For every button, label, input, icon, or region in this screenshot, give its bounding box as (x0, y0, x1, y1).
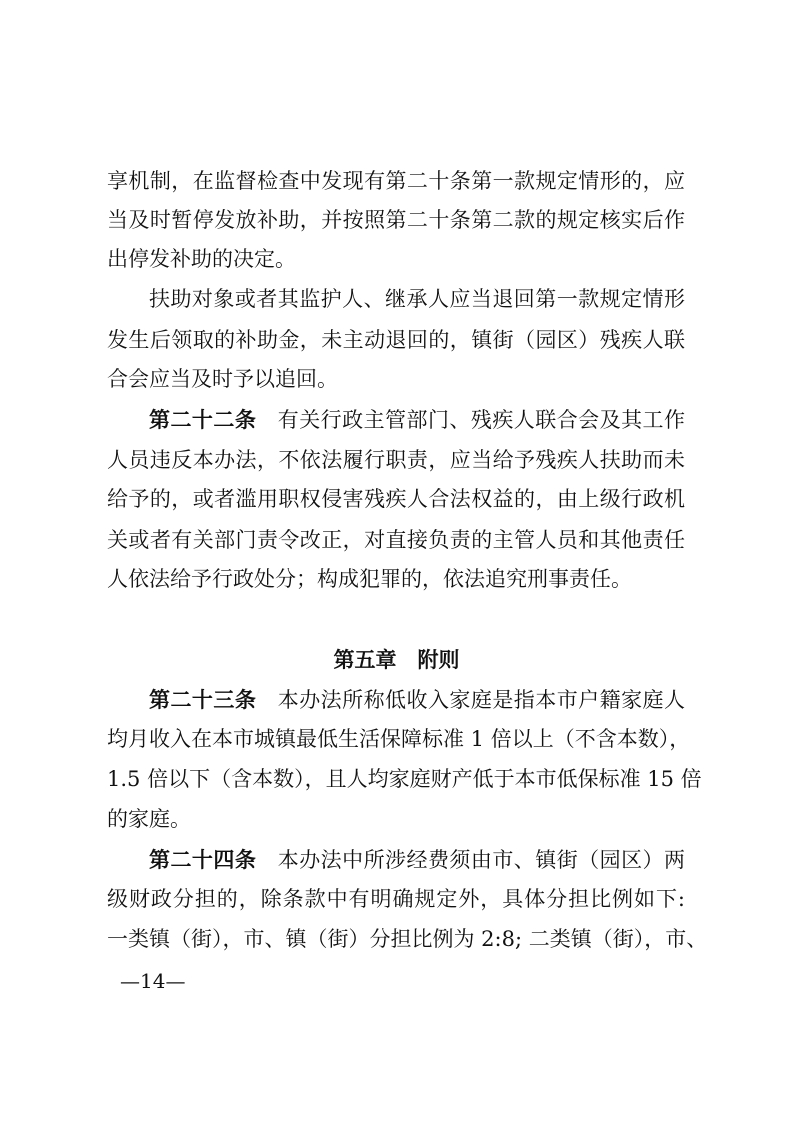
article-23-first-line (149, 680, 685, 720)
paragraph-line: 人员违反本办法，不依法履行职责，应当给予残疾人扶助而未 (107, 448, 685, 472)
paragraph-line: 均月收入在本市城镇最低生活保障标准 1 倍以上（不含本数）， (107, 727, 691, 751)
article-number: 第二十四条 (149, 848, 257, 872)
page-number: —14— (120, 969, 186, 993)
paragraph-line: 发生后领取的补助金，未主动退回的，镇街（园区）残疾人联 (107, 328, 685, 352)
paragraph-line: 一类镇（街），市、镇（街）分担比例为 2:8; 二类镇（街），市、 (107, 927, 708, 951)
paragraph-line: 合会应当及时予以追回。 (107, 367, 338, 391)
paragraph-line: 的家庭。 (107, 807, 191, 831)
chapter-heading: 第五章 附则 (333, 648, 460, 672)
paragraph-line: 给予的，或者滥用职权侵害残疾人合法权益的，由上级行政机 (107, 487, 685, 511)
article-24-first-line (149, 840, 685, 880)
paragraph-line: 人依法给予行政处分；构成犯罪的，依法追究刑事责任。 (107, 567, 632, 591)
paragraph-line: 1.5 倍以下（含本数），且人均家庭财产低于本市低保标准 15 倍 (107, 767, 702, 791)
paragraph-line: 级财政分担的，除条款中有明确规定外，具体分担比例如下: (107, 887, 685, 911)
paragraph-line: 出停发补助的决定。 (107, 247, 296, 271)
article-text: 本办法所称低收入家庭是指本市户籍家庭人 (277, 688, 686, 712)
article-text: 有关行政主管部门、残疾人联合会及其工作 (277, 408, 686, 432)
article-text: 本办法中所涉经费须由市、镇街（园区）两 (277, 848, 686, 872)
paragraph-line: 享机制，在监督检查中发现有第二十条第一款规定情形的，应 (107, 169, 685, 193)
article-number: 第二十二条 (149, 408, 257, 432)
paragraph-line: 扶助对象或者其监护人、继承人应当退回第一款规定情形 (149, 287, 685, 311)
article-number: 第二十三条 (149, 688, 257, 712)
article-22-first-line (149, 400, 685, 440)
paragraph-line: 关或者有关部门责令改正，对直接负责的主管人员和其他责任 (107, 528, 685, 552)
paragraph-line: 当及时暂停发放补助，并按照第二十条第二款的规定核实后作 (107, 208, 685, 232)
